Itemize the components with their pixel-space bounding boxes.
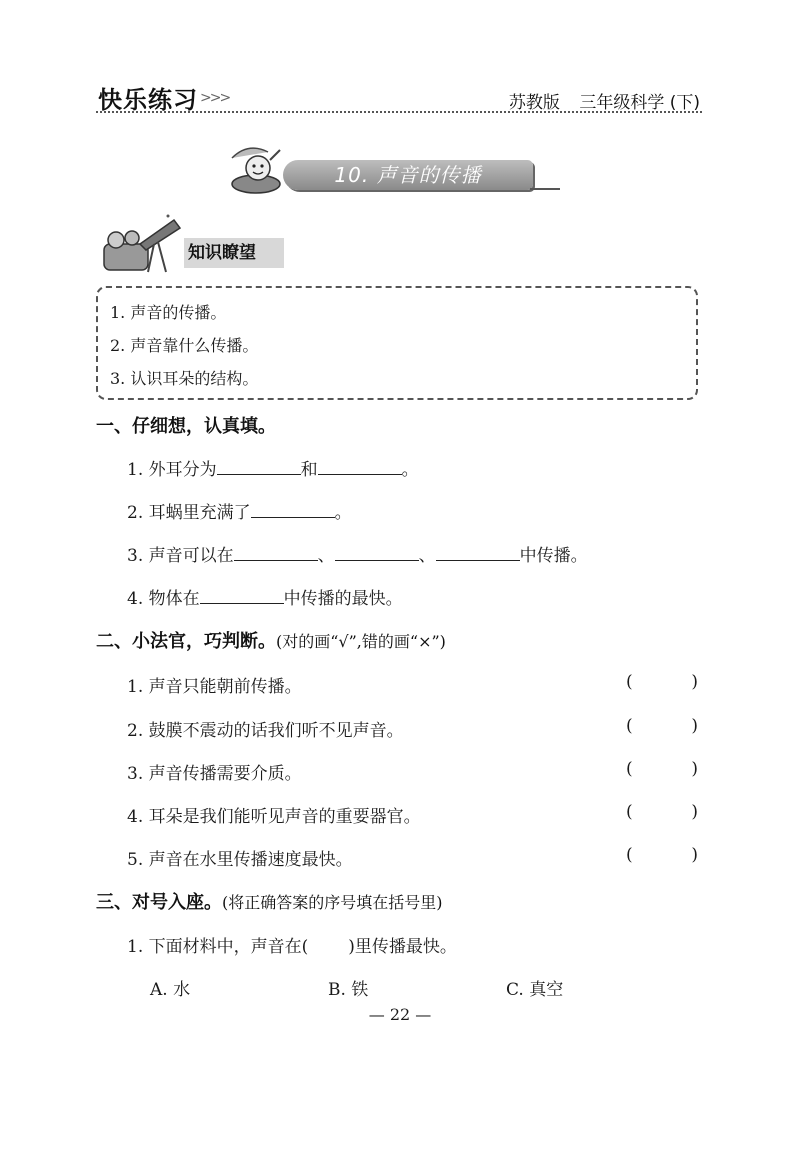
knowledge-item: 2. 声音靠什么传播。 — [110, 336, 259, 355]
separator: 、 — [418, 546, 436, 566]
question-text: 中传播。 — [519, 546, 588, 566]
answer-blank[interactable] — [335, 542, 419, 561]
judge-question: 4. 耳朵是我们能听见声音的重要器官。 — [127, 807, 421, 827]
fill-question-4 — [127, 584, 403, 609]
answer-blank[interactable] — [200, 585, 284, 604]
answer-blank[interactable] — [217, 456, 301, 475]
question-text: 4. 物体在 — [127, 589, 200, 609]
lesson-title: 10. 声音的传播 — [334, 163, 482, 187]
series-title: 快乐练习 — [98, 86, 198, 114]
answer-parentheses[interactable]: ( ) — [626, 716, 698, 736]
answer-parentheses[interactable]: ( ) — [626, 802, 698, 822]
option-c: C. 真空 — [506, 980, 564, 1000]
judge-question: 1. 声音只能朝前传播。 — [127, 677, 302, 697]
section-2-title — [96, 627, 446, 653]
section-note: (对的画“√”,错的画“×”) — [276, 632, 446, 651]
answer-blank[interactable] — [234, 542, 318, 561]
section-1-title: 一、仔细想，认真填。 — [96, 416, 276, 437]
header-divider — [96, 111, 702, 113]
book-info — [495, 88, 700, 113]
question-text: 。 — [401, 460, 419, 480]
answer-parentheses[interactable]: ( ) — [626, 759, 698, 779]
answer-parentheses[interactable]: ( ) — [626, 845, 698, 865]
banner-underline — [530, 188, 560, 190]
edition-label: 苏教版 — [508, 93, 560, 113]
arrows-icon: >>> — [200, 90, 230, 106]
fill-question-3 — [127, 541, 588, 566]
question-text: 和 — [300, 460, 318, 480]
answer-blank[interactable] — [436, 542, 520, 561]
judge-question: 2. 鼓膜不震动的话我们听不见声音。 — [127, 721, 404, 741]
question-text: 3. 声音可以在 — [127, 546, 234, 566]
answer-parentheses[interactable]: ( ) — [626, 672, 698, 692]
knowledge-item: 1. 声音的传播。 — [110, 303, 227, 322]
question-text: 中传播的最快。 — [283, 589, 403, 609]
question-text: 2. 耳蜗里充满了 — [127, 503, 251, 523]
answer-blank[interactable] — [251, 499, 335, 518]
page-number: — 22 — — [368, 1005, 432, 1024]
section-title-text: 二、小法官，巧判断。 — [96, 631, 276, 652]
choice-question-1 — [127, 932, 457, 957]
fill-question-2 — [127, 498, 352, 523]
judge-question: 3. 声音传播需要介质。 — [127, 764, 302, 784]
question-text: 1. 下面材料中，声音在( — [127, 937, 309, 957]
subject-label: 三年级科学 (下) — [579, 93, 700, 113]
section-title-text: 三、对号入座。 — [96, 892, 222, 913]
judge-question: 5. 声音在水里传播速度最快。 — [127, 850, 353, 870]
section-note: (将正确答案的序号填在括号里) — [222, 893, 443, 912]
answer-blank[interactable] — [318, 456, 402, 475]
separator: 、 — [317, 546, 335, 566]
knowledge-title: 知识瞭望 — [184, 238, 284, 268]
knowledge-item: 3. 认识耳朵的结构。 — [110, 369, 259, 388]
section-3-title — [96, 888, 443, 914]
mascot-icon — [226, 142, 288, 196]
option-a: A. 水 — [150, 980, 191, 1000]
question-text: 1. 外耳分为 — [127, 460, 217, 480]
option-b: B. 铁 — [328, 980, 369, 1000]
question-text: 。 — [334, 503, 352, 523]
fill-question-1 — [127, 455, 419, 480]
question-text: )里传播最快。 — [348, 937, 457, 957]
telescope-icon — [100, 210, 184, 274]
